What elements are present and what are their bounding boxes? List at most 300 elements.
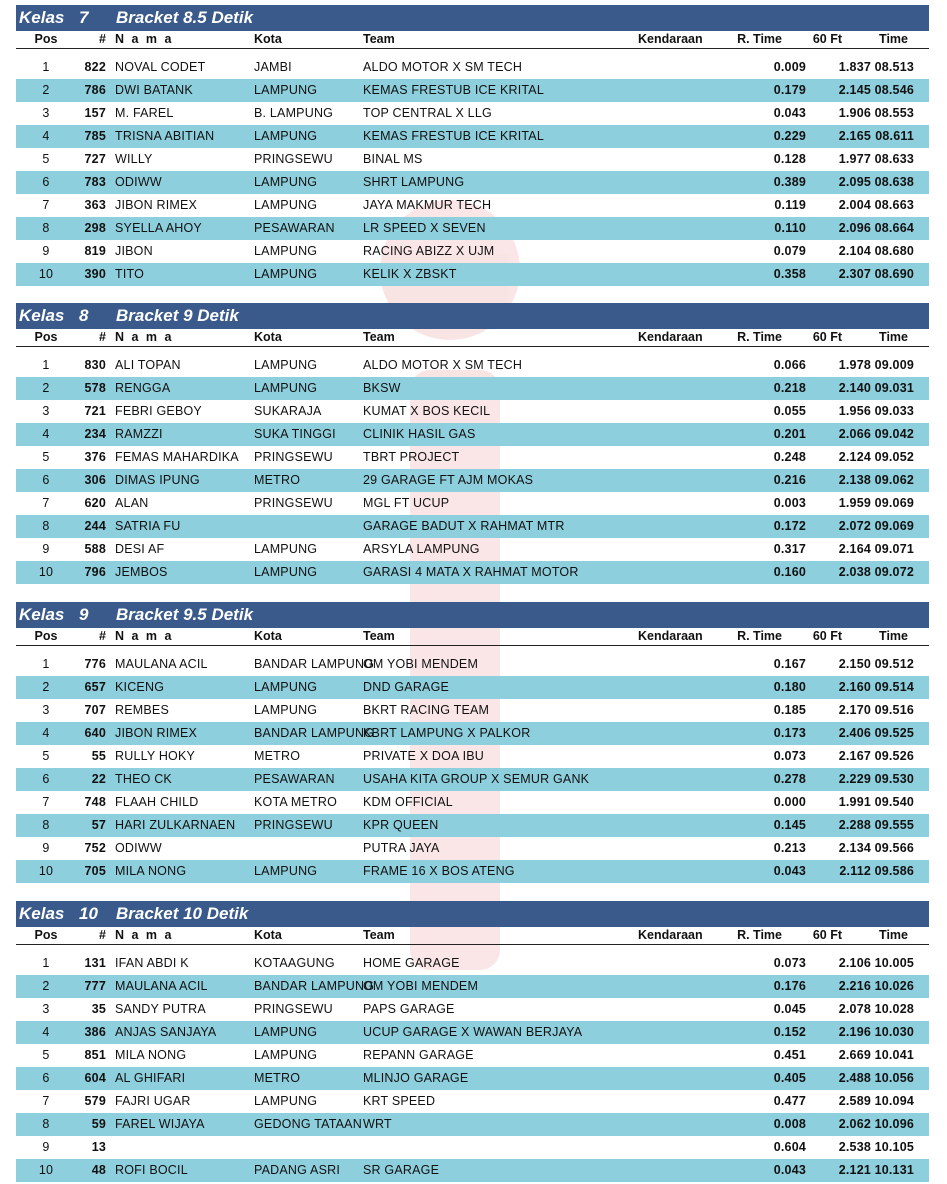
kelas-number: 8: [79, 306, 89, 325]
cell-kota: LAMPUNG: [254, 1025, 318, 1039]
table-row: [16, 699, 929, 722]
cell-pos: 6: [42, 772, 50, 786]
table-row: [16, 952, 929, 975]
cell-kota: LAMPUNG: [254, 381, 318, 395]
cell-rtime: 0.229: [773, 129, 806, 143]
kelas-label: Kelas: [19, 306, 65, 325]
cell-team: MGL FT UCUP: [363, 496, 450, 510]
cell-pos: 3: [42, 404, 50, 418]
cell-rtime: 0.079: [773, 244, 806, 258]
cell-time: 09.069: [874, 519, 914, 533]
cell-name: IFAN ABDI K: [115, 956, 189, 970]
cell-num: 604: [84, 1071, 106, 1085]
cell-num: 851: [84, 1048, 106, 1062]
cell-num: 640: [84, 726, 106, 740]
cell-time: 08.663: [874, 198, 914, 212]
cell-time: 10.094: [874, 1094, 914, 1108]
cell-time: 10.096: [874, 1117, 914, 1131]
column-header-team: Team: [363, 330, 395, 344]
cell-rtime: 0.477: [773, 1094, 806, 1108]
column-header-rtime: R. Time: [737, 629, 782, 643]
cell-kota: LAMPUNG: [254, 175, 318, 189]
column-header-rtime: R. Time: [737, 330, 782, 344]
column-header-pos: Pos: [34, 928, 58, 942]
cell-ft60: 1.906: [838, 106, 871, 120]
cell-rtime: 0.073: [773, 749, 806, 763]
cell-num: 131: [84, 956, 106, 970]
cell-ft60: 2.538: [838, 1140, 871, 1154]
cell-team: REPANN GARAGE: [363, 1048, 474, 1062]
table-row: [16, 125, 929, 148]
cell-num: 752: [84, 841, 106, 855]
table-row: [16, 676, 929, 699]
column-header-pos: Pos: [34, 629, 58, 643]
kelas-title-band: [16, 303, 929, 329]
column-header-time: Time: [879, 32, 908, 46]
kelas-title-band: [16, 5, 929, 31]
column-header-time: Time: [879, 330, 908, 344]
cell-team: SHRT LAMPUNG: [363, 175, 465, 189]
cell-num: 819: [84, 244, 106, 258]
column-header-kota: Kota: [254, 928, 282, 942]
cell-kota: LAMPUNG: [254, 565, 318, 579]
cell-rtime: 0.185: [773, 703, 806, 717]
table-row: [16, 1021, 929, 1044]
table-row: [16, 194, 929, 217]
cell-time: 09.514: [874, 680, 914, 694]
cell-pos: 10: [38, 267, 54, 281]
cell-rtime: 0.008: [773, 1117, 806, 1131]
table-row: [16, 148, 929, 171]
cell-time: 10.005: [874, 956, 914, 970]
cell-name: DESI AF: [115, 542, 165, 556]
cell-time: 09.052: [874, 450, 914, 464]
cell-ft60: 2.124: [838, 450, 871, 464]
cell-name: NOVAL CODET: [115, 60, 206, 74]
cell-ft60: 2.104: [838, 244, 871, 258]
column-header-num: #: [99, 32, 106, 46]
kelas-section: [16, 901, 929, 1182]
column-header-team: Team: [363, 32, 395, 46]
cell-time: 09.069: [874, 496, 914, 510]
cell-pos: 2: [42, 83, 50, 97]
column-header-pos: Pos: [34, 330, 58, 344]
cell-num: 35: [91, 1002, 106, 1016]
cell-pos: 4: [42, 726, 50, 740]
cell-name: FAJRI UGAR: [115, 1094, 191, 1108]
table-row: [16, 860, 929, 883]
cell-team: KELIK X ZBSKT: [363, 267, 457, 281]
cell-team: FRAME 16 X BOS ATENG: [363, 864, 515, 878]
table-row: [16, 1113, 929, 1136]
cell-rtime: 0.119: [774, 198, 806, 212]
cell-team: KEMAS FRESTUB ICE KRITAL: [363, 129, 544, 143]
cell-num: 390: [84, 267, 106, 281]
cell-num: 234: [84, 427, 106, 441]
cell-kota: GEDONG TATAAN: [254, 1117, 362, 1131]
cell-kota: LAMPUNG: [254, 129, 318, 143]
cell-num: 386: [84, 1025, 106, 1039]
cell-kota: SUKA TINGGI: [254, 427, 336, 441]
cell-pos: 9: [42, 841, 50, 855]
column-header-name: N a m a: [115, 32, 174, 46]
cell-rtime: 0.043: [773, 1163, 806, 1177]
column-header-pos: Pos: [34, 32, 58, 46]
table-header: [16, 628, 929, 646]
cell-team: TBRT PROJECT: [363, 450, 460, 464]
cell-num: 578: [84, 381, 106, 395]
table-header: [16, 31, 929, 49]
cell-num: 588: [84, 542, 106, 556]
kelas-number: 9: [79, 605, 89, 624]
cell-rtime: 0.066: [773, 358, 806, 372]
cell-ft60: 2.066: [838, 427, 871, 441]
cell-team: 29 GARAGE FT AJM MOKAS: [363, 473, 534, 487]
cell-kota: LAMPUNG: [254, 358, 318, 372]
cell-team: KRT SPEED: [363, 1094, 436, 1108]
cell-pos: 6: [42, 175, 50, 189]
cell-rtime: 0.248: [773, 450, 806, 464]
cell-pos: 8: [42, 519, 50, 533]
cell-ft60: 1.991: [838, 795, 871, 809]
cell-num: 59: [91, 1117, 106, 1131]
column-header-name: N a m a: [115, 330, 174, 344]
cell-ft60: 2.062: [838, 1117, 871, 1131]
cell-num: 777: [84, 979, 106, 993]
cell-kota: PRINGSEWU: [254, 450, 333, 464]
cell-time: 09.526: [874, 749, 914, 763]
kelas-title-band: [16, 901, 929, 927]
table-row: [16, 1159, 929, 1182]
cell-time: 09.042: [874, 427, 914, 441]
cell-pos: 7: [42, 795, 50, 809]
cell-team: BKSW: [363, 381, 401, 395]
cell-ft60: 2.138: [838, 473, 871, 487]
cell-team: OM YOBI MENDEM: [363, 979, 479, 993]
cell-time: 08.638: [874, 175, 914, 189]
cell-team: GARAGE BADUT X RAHMAT MTR: [363, 519, 565, 533]
table-row: [16, 102, 929, 125]
cell-num: 306: [84, 473, 106, 487]
cell-ft60: 2.038: [838, 565, 871, 579]
cell-time: 09.555: [874, 818, 914, 832]
cell-pos: 9: [42, 542, 50, 556]
cell-name: FLAAH CHILD: [115, 795, 199, 809]
cell-ft60: 2.229: [838, 772, 871, 786]
cell-team: BKRT RACING TEAM: [363, 703, 490, 717]
table-row: [16, 56, 929, 79]
cell-rtime: 0.173: [773, 726, 806, 740]
cell-team: LR SPEED X SEVEN: [363, 221, 486, 235]
cell-name: REMBES: [115, 703, 169, 717]
cell-rtime: 0.043: [773, 106, 806, 120]
cell-name: TRISNA ABITIAN: [115, 129, 215, 143]
cell-pos: 6: [42, 1071, 50, 1085]
cell-ft60: 2.134: [838, 841, 871, 855]
cell-rtime: 0.000: [773, 795, 806, 809]
cell-name: ALI TOPAN: [115, 358, 181, 372]
cell-time: 08.633: [874, 152, 914, 166]
cell-pos: 5: [42, 450, 50, 464]
cell-time: 10.028: [874, 1002, 914, 1016]
cell-kota: JAMBI: [254, 60, 292, 74]
cell-num: 705: [84, 864, 106, 878]
cell-team: KUMAT X BOS KECIL: [363, 404, 491, 418]
table-row: [16, 745, 929, 768]
cell-time: 09.009: [874, 358, 914, 372]
cell-num: 786: [84, 83, 106, 97]
cell-num: 785: [84, 129, 106, 143]
table-row: [16, 975, 929, 998]
cell-time: 08.513: [874, 60, 914, 74]
cell-team: SR GARAGE: [363, 1163, 440, 1177]
column-header-time: Time: [879, 928, 908, 942]
table-row: [16, 492, 929, 515]
cell-name: FEBRI GEBOY: [115, 404, 202, 418]
cell-ft60: 2.288: [838, 818, 871, 832]
kelas-title-band: [16, 602, 929, 628]
cell-time: 10.026: [874, 979, 914, 993]
cell-name: SATRIA FU: [115, 519, 181, 533]
cell-num: 721: [84, 404, 106, 418]
cell-pos: 4: [42, 129, 50, 143]
cell-rtime: 0.218: [773, 381, 806, 395]
cell-rtime: 0.110: [774, 221, 806, 235]
cell-time: 10.041: [874, 1048, 914, 1062]
cell-name: DWI BATANK: [115, 83, 193, 97]
cell-kota: PRINGSEWU: [254, 1002, 333, 1016]
cell-ft60: 2.160: [838, 680, 871, 694]
kelas-number: 10: [79, 904, 98, 923]
cell-team: GARASI 4 MATA X RAHMAT MOTOR: [363, 565, 579, 579]
cell-time: 09.566: [874, 841, 914, 855]
cell-num: 748: [84, 795, 106, 809]
cell-name: MAULANA ACIL: [115, 979, 208, 993]
cell-time: 09.525: [874, 726, 914, 740]
cell-kota: METRO: [254, 473, 301, 487]
table-row: [16, 1067, 929, 1090]
table-row: [16, 515, 929, 538]
column-header-ft60: 60 Ft: [812, 32, 842, 46]
column-header-kendaraan: Kendaraan: [638, 32, 703, 46]
cell-name: JIBON RIMEX: [115, 198, 198, 212]
cell-name: RULLY HOKY: [115, 749, 196, 763]
cell-pos: 6: [42, 473, 50, 487]
cell-kota: LAMPUNG: [254, 864, 318, 878]
table-row: [16, 1044, 929, 1067]
cell-ft60: 1.978: [838, 358, 871, 372]
cell-team: USAHA KITA GROUP X SEMUR GANK: [363, 772, 590, 786]
cell-kota: B. LAMPUNG: [254, 106, 334, 120]
cell-pos: 10: [38, 1163, 54, 1177]
cell-kota: KOTA METRO: [254, 795, 338, 809]
cell-kota: LAMPUNG: [254, 542, 318, 556]
cell-team: PAPS GARAGE: [363, 1002, 455, 1016]
column-header-ft60: 60 Ft: [812, 330, 842, 344]
cell-kota: LAMPUNG: [254, 267, 318, 281]
column-header-team: Team: [363, 629, 395, 643]
cell-kota: LAMPUNG: [254, 244, 318, 258]
cell-team: KPR QUEEN: [363, 818, 439, 832]
cell-kota: KOTAAGUNG: [254, 956, 335, 970]
cell-rtime: 0.145: [773, 818, 806, 832]
cell-kota: LAMPUNG: [254, 1048, 318, 1062]
cell-pos: 1: [42, 657, 50, 671]
cell-name: ANJAS SANJAYA: [115, 1025, 217, 1039]
cell-num: 776: [84, 657, 106, 671]
cell-kota: LAMPUNG: [254, 83, 318, 97]
cell-ft60: 2.121: [838, 1163, 871, 1177]
cell-pos: 5: [42, 749, 50, 763]
cell-name: MILA NONG: [115, 864, 187, 878]
column-header-kendaraan: Kendaraan: [638, 928, 703, 942]
cell-rtime: 0.128: [773, 152, 806, 166]
cell-pos: 4: [42, 1025, 50, 1039]
cell-name: JIBON RIMEX: [115, 726, 198, 740]
cell-rtime: 0.358: [773, 267, 806, 281]
kelas-section: [16, 303, 929, 584]
cell-time: 09.031: [874, 381, 914, 395]
cell-ft60: 1.837: [838, 60, 871, 74]
cell-name: SANDY PUTRA: [115, 1002, 206, 1016]
cell-time: 09.033: [874, 404, 914, 418]
cell-pos: 1: [42, 358, 50, 372]
cell-name: HARI ZULKARNAEN: [115, 818, 236, 832]
bracket-title: Bracket 8.5 Detik: [116, 8, 254, 27]
cell-num: 727: [84, 152, 106, 166]
cell-num: 244: [84, 519, 106, 533]
bracket-title: Bracket 9.5 Detik: [116, 605, 254, 624]
cell-ft60: 2.004: [838, 198, 871, 212]
cell-pos: 3: [42, 1002, 50, 1016]
table-row: [16, 791, 929, 814]
cell-kota: LAMPUNG: [254, 703, 318, 717]
cell-time: 08.546: [874, 83, 914, 97]
cell-pos: 7: [42, 198, 50, 212]
cell-pos: 7: [42, 496, 50, 510]
cell-name: MAULANA ACIL: [115, 657, 208, 671]
cell-pos: 9: [42, 244, 50, 258]
cell-team: ALDO MOTOR X SM TECH: [363, 358, 523, 372]
table-row: [16, 79, 929, 102]
cell-ft60: 2.096: [838, 221, 871, 235]
cell-rtime: 0.176: [773, 979, 806, 993]
cell-kota: LAMPUNG: [254, 198, 318, 212]
column-header-time: Time: [879, 629, 908, 643]
cell-kota: BANDAR LAMPUNG: [254, 979, 375, 993]
cell-name: JIBON: [115, 244, 153, 258]
cell-ft60: 2.095: [838, 175, 871, 189]
cell-name: DIMAS IPUNG: [115, 473, 200, 487]
cell-ft60: 2.589: [838, 1094, 871, 1108]
cell-pos: 2: [42, 979, 50, 993]
cell-name: RENGGA: [115, 381, 171, 395]
cell-team: ALDO MOTOR X SM TECH: [363, 60, 523, 74]
kelas-label: Kelas: [19, 605, 65, 624]
cell-pos: 1: [42, 60, 50, 74]
cell-team: KBRT LAMPUNG X PALKOR: [363, 726, 531, 740]
table-row: [16, 837, 929, 860]
table-row: [16, 814, 929, 837]
kelas-section: [16, 5, 929, 286]
table-row: [16, 722, 929, 745]
cell-pos: 5: [42, 1048, 50, 1062]
column-header-team: Team: [363, 928, 395, 942]
column-header-kota: Kota: [254, 330, 282, 344]
kelas-label: Kelas: [19, 904, 65, 923]
bracket-title: Bracket 10 Detik: [116, 904, 249, 923]
column-header-ft60: 60 Ft: [812, 629, 842, 643]
column-header-num: #: [99, 928, 106, 942]
cell-kota: SUKARAJA: [254, 404, 322, 418]
cell-name: SYELLA AHOY: [115, 221, 202, 235]
cell-num: 796: [84, 565, 106, 579]
cell-num: 657: [84, 680, 106, 694]
cell-ft60: 2.488: [838, 1071, 871, 1085]
cell-time: 10.105: [874, 1140, 914, 1154]
cell-kota: BANDAR LAMPUNG: [254, 726, 375, 740]
cell-ft60: 2.140: [838, 381, 871, 395]
column-header-rtime: R. Time: [737, 928, 782, 942]
cell-kota: PADANG ASRI: [254, 1163, 341, 1177]
cell-ft60: 2.669: [838, 1048, 871, 1062]
cell-pos: 8: [42, 1117, 50, 1131]
cell-pos: 3: [42, 106, 50, 120]
column-header-kendaraan: Kendaraan: [638, 629, 703, 643]
kelas-label: Kelas: [19, 8, 65, 27]
column-header-kota: Kota: [254, 629, 282, 643]
cell-rtime: 0.152: [773, 1025, 806, 1039]
cell-ft60: 2.145: [838, 83, 871, 97]
column-header-num: #: [99, 629, 106, 643]
cell-team: CLINIK HASIL GAS: [363, 427, 476, 441]
cell-name: FAREL WIJAYA: [115, 1117, 205, 1131]
cell-team: UCUP GARAGE X WAWAN BERJAYA: [363, 1025, 583, 1039]
cell-num: 707: [84, 703, 106, 717]
cell-ft60: 2.167: [838, 749, 871, 763]
cell-ft60: 2.150: [838, 657, 871, 671]
column-header-num: #: [99, 330, 106, 344]
cell-pos: 2: [42, 381, 50, 395]
cell-rtime: 0.180: [773, 680, 806, 694]
cell-rtime: 0.604: [773, 1140, 806, 1154]
cell-team: JAYA MAKMUR TECH: [363, 198, 492, 212]
table-row: [16, 263, 929, 286]
cell-num: 48: [91, 1163, 106, 1177]
cell-kota: METRO: [254, 1071, 301, 1085]
cell-pos: 9: [42, 1140, 50, 1154]
table-row: [16, 423, 929, 446]
cell-num: 55: [91, 749, 106, 763]
cell-time: 08.553: [874, 106, 914, 120]
cell-kota: METRO: [254, 749, 301, 763]
column-header-name: N a m a: [115, 928, 174, 942]
column-header-kendaraan: Kendaraan: [638, 330, 703, 344]
cell-name: KICENG: [115, 680, 165, 694]
cell-time: 09.540: [874, 795, 914, 809]
table-row: [16, 446, 929, 469]
cell-team: OM YOBI MENDEM: [363, 657, 479, 671]
cell-kota: PESAWARAN: [254, 221, 335, 235]
cell-team: KEMAS FRESTUB ICE KRITAL: [363, 83, 544, 97]
table-row: [16, 998, 929, 1021]
cell-pos: 8: [42, 221, 50, 235]
cell-ft60: 2.112: [839, 864, 871, 878]
table-row: [16, 240, 929, 263]
column-header-name: N a m a: [115, 629, 174, 643]
cell-time: 09.516: [874, 703, 914, 717]
column-header-rtime: R. Time: [737, 32, 782, 46]
